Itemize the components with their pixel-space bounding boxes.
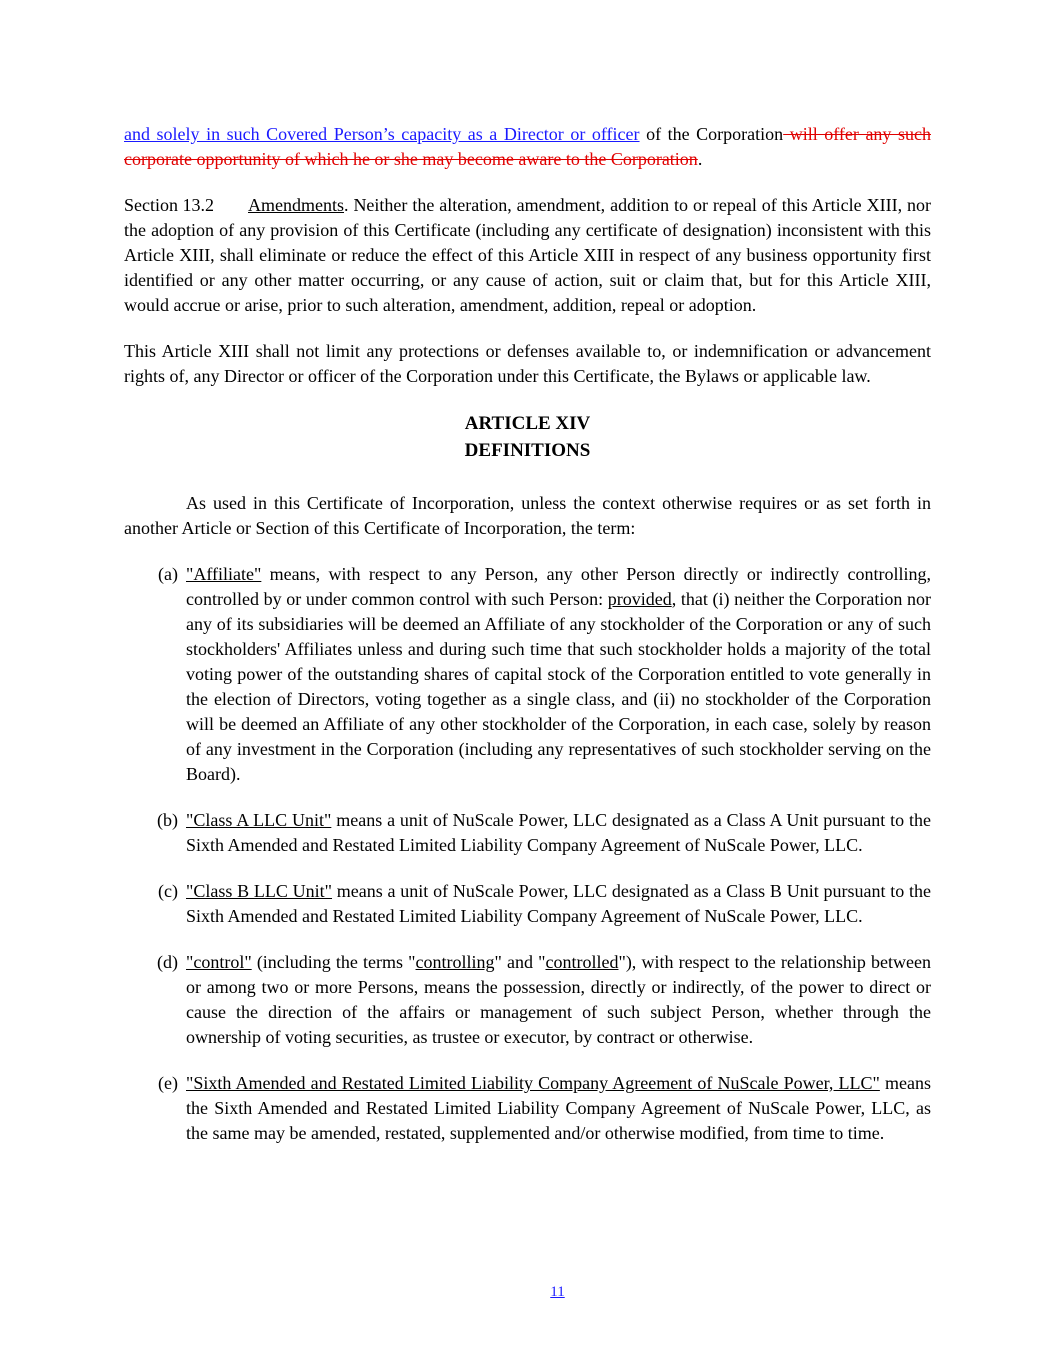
article-number: ARTICLE XIV <box>464 413 591 434</box>
page-number[interactable]: 11 <box>550 1284 565 1300</box>
document-page <box>124 122 931 1167</box>
article-title: DEFINITIONS <box>464 440 591 461</box>
definition-a <box>124 562 931 787</box>
inserted-text: and solely in such Covered Person’s capacity as a Director or officer <box>124 124 640 144</box>
end-punctuation: . <box>697 149 703 169</box>
definition-body: means a unit of NuScale Power, LLC designated as a Class B Unit pursuant to the Sixth Amended and Restated Limited Liability Company Agreement of NuScale Power, LLC. <box>186 881 931 926</box>
definition-label: (c) <box>158 881 178 901</box>
definition-body-continued: "), with respect to the relationship between or among two or more Persons, means the possession, directly or indirectly, of the power to direct or cause the direction of the affairs or management of such subject Person, whether through the ownership of voting securities, as trustee or executor, by contract or otherwise. <box>186 952 931 1047</box>
definition-body-continued: , that (i) neither the Corporation nor any of its subsidiaries will be deemed an Affiliate of any stockholder of the Corporation or any of such stockholders' Affiliates unless and during such time that such stockholder holds a majority of the total voting power of the outstanding shares of capital stock of the Corporation entitled to vote generally in the election of Directors, voting together as a single class, and (ii) no stockholder of the Corporation will be deemed an Affiliate of any other stockholder of the Corporation, in each case, solely by reason of any investment in the Corporation (including any representatives of such stockholder serving on the Board). <box>186 589 931 784</box>
defined-term: "control" <box>186 952 252 972</box>
article-xiii-tail: This Article XIII shall not limit any protections or defenses available to, or indemnification or advancement rights of, any Director or officer of the Corporation under this Certificate, the Bylaws or applicable law. <box>124 341 931 386</box>
definition-body: means the Sixth Amended and Restated Limited Liability Company Agreement of NuScale Power, LLC, as the same may be amended, restated, supplemented and/or otherwise modified, from time to time. <box>186 1073 931 1143</box>
provided-term: provided <box>607 589 672 609</box>
definition-b <box>124 808 931 858</box>
definition-text <box>186 1071 931 1146</box>
definition-text <box>186 808 931 858</box>
definition-text <box>186 562 931 787</box>
defined-term: "Sixth Amended and Restated Limited Liability Company Agreement of NuScale Power, LLC" <box>186 1073 880 1093</box>
deleted-text: will offer any such corporate opportunity of which he or she may become aware to the Corporation <box>124 124 931 169</box>
definition-d <box>124 950 931 1050</box>
definition-text <box>186 879 931 929</box>
section-text: . Neither the alteration, amendment, addition to or repeal of this Article XIII, nor the adoption of any provision of this Certificate (including any certificate of designation) inconsistent with this Article XIII, shall eliminate or reduce the effect of this Article XIII in respect of any business opportunity first identified or any other matter occurring, or any cause of action, suit or claim that, but for this Article XIII, would accrue or arise, prior to such alteration, amendment, addition, repeal or adoption. <box>124 195 931 315</box>
section-heading: Amendments <box>248 195 344 215</box>
definition-body: means, with respect to any Person, any other Person directly or indirectly controlling, controlled by or under common control with such Person: <box>186 564 931 609</box>
plain-text: of the Corporation <box>639 124 784 144</box>
opening-paragraph <box>124 122 931 172</box>
defined-term-controlling: controlling <box>415 952 495 972</box>
defined-term: "Class A LLC Unit" <box>186 810 332 830</box>
definition-body: means a unit of NuScale Power, LLC designated as a Class A Unit pursuant to the Sixth Amended and Restated Limited Liability Company Agreement of NuScale Power, LLC. <box>186 810 931 855</box>
section-number: Section 13.2 <box>124 195 214 215</box>
definitions-intro: As used in this Certificate of Incorporation, unless the context otherwise requires or as set forth in another Article or Section of this Certificate of Incorporation, the term: <box>124 493 931 538</box>
definition-label: (b) <box>157 810 178 830</box>
defined-term: "Class B LLC Unit" <box>186 881 333 901</box>
definition-e <box>124 1071 931 1146</box>
definition-body: (including the terms " <box>251 952 416 972</box>
definition-text <box>186 950 931 1050</box>
defined-term: "Affiliate" <box>186 564 262 584</box>
definition-label: (d) <box>157 952 178 972</box>
definition-body-joiner: " and " <box>494 952 546 972</box>
article-heading <box>124 410 931 464</box>
defined-term-controlled: controlled <box>545 952 619 972</box>
definition-label: (e) <box>158 1073 178 1093</box>
section-13-2 <box>124 193 931 318</box>
definition-label: (a) <box>158 564 178 584</box>
definition-c <box>124 879 931 929</box>
